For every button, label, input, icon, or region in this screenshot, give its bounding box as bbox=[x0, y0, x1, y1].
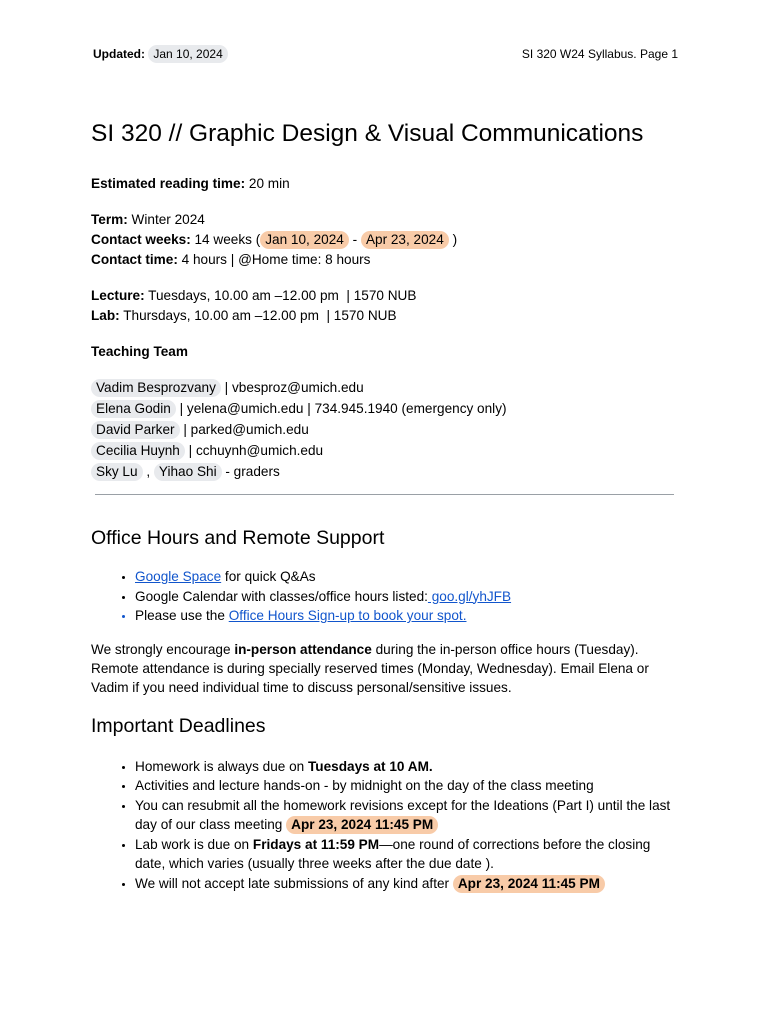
signup-link[interactable]: Office Hours Sign-up to book your spot. bbox=[228, 608, 467, 623]
list-item bbox=[135, 757, 681, 777]
page-header bbox=[93, 45, 678, 63]
member-info: | yelena@umich.edu | 734.945.1940 (emergency only) bbox=[179, 401, 507, 416]
list-item bbox=[135, 606, 681, 626]
document-body bbox=[91, 118, 681, 893]
updated-info bbox=[93, 45, 228, 63]
member-info: | cchuynh@umich.edu bbox=[188, 443, 324, 458]
team-member bbox=[91, 420, 681, 440]
para-text: We strongly encourage bbox=[91, 641, 235, 657]
reading-time-label: Estimated reading time: bbox=[91, 176, 246, 191]
item-text: We will not accept late submissions of any kind after bbox=[135, 875, 453, 891]
reading-time bbox=[91, 174, 681, 194]
contact-weeks-prefix: 14 weeks ( bbox=[194, 232, 261, 247]
team-member bbox=[91, 399, 681, 419]
item-text: —one round of corrections before the closing date, which varies (usually three weeks after the due date ). bbox=[135, 836, 651, 871]
deadlines-heading: Important Deadlines bbox=[91, 714, 266, 737]
list-item bbox=[135, 835, 681, 874]
comma: , bbox=[146, 464, 151, 479]
para-text: during the in-person office hours (Tuesday). Remote attendance is during specially reserved times (Monday, Wednesday). Email Elena or Vadim if you need individual time to discuss personal/sensitive issues. bbox=[91, 641, 649, 695]
item-bold: Fridays at 11:59 PM bbox=[252, 836, 380, 852]
lecture-value: Tuesdays, 10.00 am –12.00 pm | 1570 NUB bbox=[148, 288, 417, 303]
person-chip[interactable]: Cecilia Huynh bbox=[91, 442, 185, 460]
term-value: Winter 2024 bbox=[131, 212, 205, 227]
start-date-chip[interactable]: Jan 10, 2024 bbox=[260, 231, 349, 249]
office-hours-list bbox=[91, 567, 681, 626]
item-text: Lab work is due on bbox=[135, 836, 253, 852]
page-info: SI 320 W24 Syllabus. Page 1 bbox=[521, 47, 678, 61]
lecture bbox=[91, 286, 681, 306]
item-text: for quick Q&As bbox=[221, 569, 316, 584]
term bbox=[91, 210, 681, 230]
list-item bbox=[135, 874, 681, 894]
date-separator: - bbox=[352, 232, 358, 247]
attendance-paragraph bbox=[91, 640, 681, 697]
lecture-label: Lecture: bbox=[91, 288, 145, 303]
deadlines-list bbox=[91, 757, 681, 894]
teaching-team-heading-text: Teaching Team bbox=[91, 344, 188, 359]
team-member bbox=[91, 378, 681, 398]
item-text: Please use the bbox=[135, 608, 229, 623]
list-item bbox=[135, 776, 681, 796]
reading-time-value: 20 min bbox=[248, 176, 290, 191]
member-info: | parked@umich.edu bbox=[183, 422, 309, 437]
graders-info: - graders bbox=[225, 464, 280, 479]
list-item bbox=[135, 587, 681, 607]
item-text: Activities and lecture hands-on - by midnight on the day of the class meeting bbox=[135, 778, 594, 793]
contact-time bbox=[91, 250, 681, 270]
person-chip[interactable]: David Parker bbox=[91, 421, 180, 439]
person-chip[interactable]: Vadim Besprozvany bbox=[91, 379, 221, 397]
lab bbox=[91, 306, 681, 326]
person-chip[interactable]: Elena Godin bbox=[91, 400, 176, 418]
item-text: You can resubmit all the homework revisions except for the Ideations (Part I) until the last day of our class meeting bbox=[135, 797, 671, 832]
calendar-link[interactable]: goo.gl/yhJFB bbox=[427, 588, 512, 604]
item-text: Homework is always due on bbox=[135, 758, 309, 774]
term-label: Term: bbox=[91, 212, 128, 227]
item-text: Google Calendar with classes/office hours listed: bbox=[135, 588, 428, 604]
contact-weeks bbox=[91, 230, 681, 250]
team-member bbox=[91, 441, 681, 461]
person-chip[interactable]: Yihao Shi bbox=[154, 463, 222, 481]
updated-label: Updated: bbox=[93, 47, 145, 61]
list-item bbox=[135, 567, 681, 587]
contact-time-label: Contact time: bbox=[91, 252, 178, 267]
list-item bbox=[135, 796, 681, 835]
office-hours-heading: Office Hours and Remote Support bbox=[91, 527, 385, 549]
teaching-team-list bbox=[91, 378, 681, 482]
contact-weeks-label: Contact weeks: bbox=[91, 232, 191, 247]
end-date-chip[interactable]: Apr 23, 2024 bbox=[361, 231, 449, 249]
updated-date-chip[interactable]: Jan 10, 2024 bbox=[148, 45, 227, 63]
google-space-link[interactable]: Google Space bbox=[135, 569, 222, 584]
contact-time-value: 4 hours | @Home time: 8 hours bbox=[181, 252, 371, 267]
person-chip[interactable]: Sky Lu bbox=[91, 463, 143, 481]
lab-label: Lab: bbox=[91, 308, 120, 323]
lab-value: Thursdays, 10.00 am –12.00 pm | 1570 NUB bbox=[123, 308, 397, 323]
member-info: | vbesproz@umich.edu bbox=[224, 380, 364, 395]
para-bold: in-person attendance bbox=[234, 641, 372, 657]
late-cutoff-date-chip[interactable]: Apr 23, 2024 11:45 PM bbox=[453, 875, 605, 893]
graders bbox=[91, 462, 681, 482]
teaching-team-heading bbox=[91, 342, 681, 362]
contact-weeks-suffix: ) bbox=[452, 232, 458, 247]
resubmit-date-chip[interactable]: Apr 23, 2024 11:45 PM bbox=[286, 816, 438, 834]
item-bold: Tuesdays at 10 AM. bbox=[308, 758, 433, 774]
document-title: SI 320 // Graphic Design & Visual Communications bbox=[91, 120, 644, 147]
